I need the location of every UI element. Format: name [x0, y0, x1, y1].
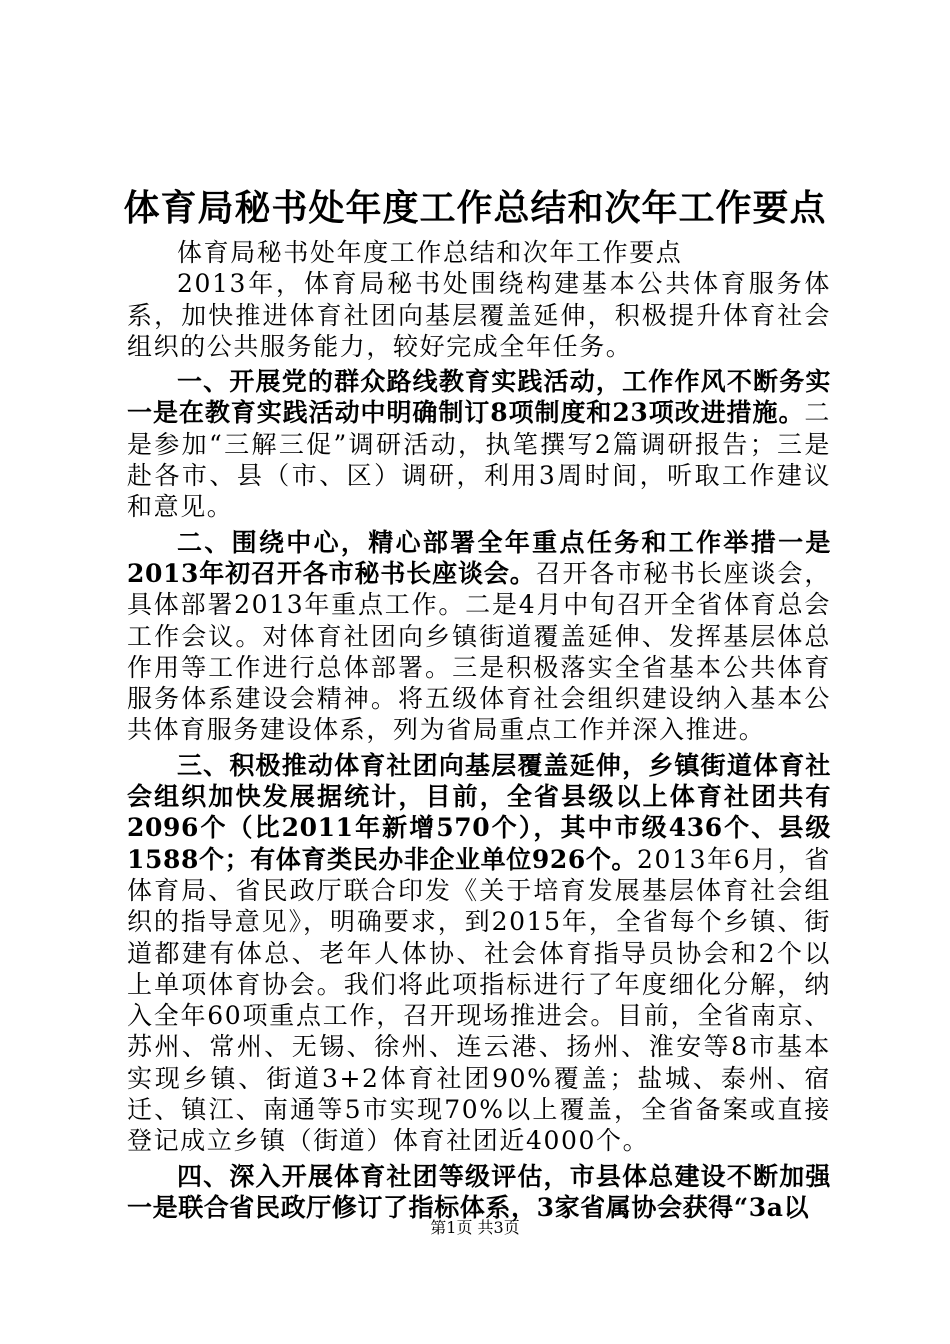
section-paragraph: [127, 527, 831, 746]
page-footer: 第1页 共3页: [430, 1218, 520, 1237]
section-paragraph: [127, 366, 831, 522]
section-heading: 三、积极推动体育社团向基层覆盖延伸，乡镇街道体育社会组织加快发展据统计，目前，全省县级以上体育社团共有2096个（比2011年新增570个），其中市级436个、县级1588个；有体育类民办非企业单位926个。: [127, 750, 831, 874]
document-subtitle: 体育局秘书处年度工作总结和次年工作要点: [177, 238, 683, 267]
section-heading: 一、开展党的群众路线教育实践活动，工作作风不断务实一是在教育实践活动中明确制订8项制度和23项改进措施。: [127, 367, 831, 428]
document-title: 体育局秘书处年度工作总结和次年工作要点: [123, 187, 827, 229]
section-body: 召开各市秘书长座谈会，具体部署2013年重点工作。二是4月中旬召开全省体育总会工作会议。对体育社团向乡镇街道覆盖延伸、发挥基层体总作用等工作进行总体部署。三是积极落实全省基本公共体育服务体系建设会精神。将五级体育社会组织建设纳入基本公共体育服务建设体系，列为省局重点工作并深入推进。: [127, 558, 831, 745]
section-paragraph: [127, 1161, 831, 1224]
section-heading: 四、深入开展体育社团等级评估，市县体总建设不断加强一是联合省民政厅修订了指标体系，3家省属协会获得“3a以: [127, 1161, 831, 1222]
intro-paragraph: 2013年，体育局秘书处围绕构建基本公共体育服务体系，加快推进体育社团向基层覆盖延伸，积极提升体育社会组织的公共服务能力，较好完成全年任务。: [127, 269, 831, 361]
section-heading: 二、围绕中心，精心部署全年重点任务和工作举措一是2013年初召开各市秘书长座谈会。: [127, 527, 831, 588]
section-body: 二是参加“三解三促”调研活动，执笔撰写2篇调研报告；三是赴各市、县（市、区）调研，利用3周时间，听取工作建议和意见。: [127, 398, 831, 522]
section-paragraph: [127, 750, 831, 1157]
section-body: 2013年6月，省体育局、省民政厅联合印发《关于培育发展基层体育社会组织的指导意见》，明确要求，到2015年，全省每个乡镇、街道都建有体总、老年人体协、社会体育指导员协会和2个以上单项体育协会。我们将此项指标进行了年度细化分解，纳入全年60项重点工作，召开现场推进会。目前，全省南京、苏州、常州、无锡、徐州、连云港、扬州、淮安等8市基本实现乡镇、街道3+2体育社团90%覆盖；盐城、泰州、宿迁、镇江、南通等5市实现70%以上覆盖，全省备案或直接登记成立乡镇（街道）体育社团近4000个。: [127, 844, 831, 1156]
document-body: [127, 237, 831, 1223]
